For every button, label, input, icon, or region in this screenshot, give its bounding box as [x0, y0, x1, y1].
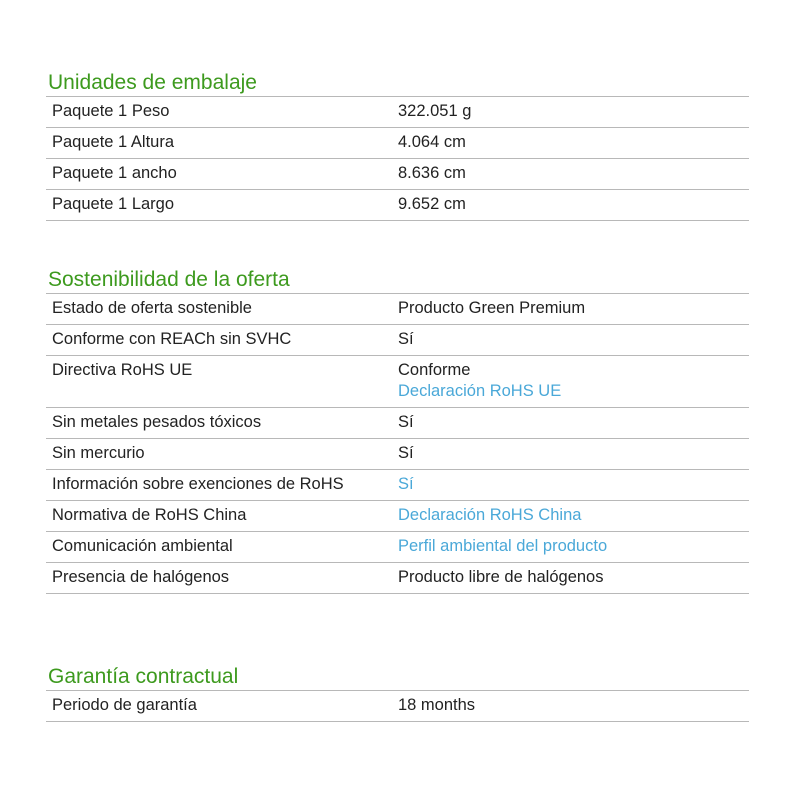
row-value — [392, 563, 749, 593]
rohs-china-declaration-link[interactable]: Declaración RoHS China — [398, 506, 582, 524]
row-label: Sin metales pesados tóxicos — [52, 413, 262, 431]
section-sustainability — [46, 267, 749, 594]
row-value-text: Sí — [398, 330, 414, 348]
row-label: Paquete 1 Peso — [52, 102, 170, 120]
section-packaging — [46, 70, 749, 221]
table-row — [46, 439, 749, 470]
table-row — [46, 408, 749, 439]
row-value — [392, 97, 749, 127]
table-row — [46, 325, 749, 356]
rohs-eu-declaration-link[interactable]: Declaración RoHS UE — [398, 382, 562, 400]
row-label: Directiva RoHS UE — [52, 361, 193, 379]
table-row — [46, 159, 749, 190]
row-value — [392, 439, 749, 469]
row-value — [392, 190, 749, 220]
row-value — [392, 128, 749, 158]
section-title-packaging: Unidades de embalaje — [46, 70, 749, 97]
table-row — [46, 294, 749, 325]
table-row — [46, 128, 749, 159]
table-row — [46, 356, 749, 408]
row-value-text: Sí — [398, 413, 414, 431]
row-label: Comunicación ambiental — [52, 537, 233, 555]
row-value — [392, 294, 749, 324]
table-row — [46, 563, 749, 594]
section-title-sustainability: Sostenibilidad de la oferta — [46, 267, 749, 294]
row-label: Conforme con REACh sin SVHC — [52, 330, 292, 348]
row-value-text: 8.636 cm — [398, 164, 466, 182]
row-value — [392, 501, 749, 531]
row-value — [392, 532, 749, 562]
table-row — [46, 190, 749, 221]
row-value-text: 322.051 g — [398, 102, 472, 120]
row-value — [392, 159, 749, 189]
row-value-text: 9.652 cm — [398, 195, 466, 213]
row-value-text: Sí — [398, 444, 414, 462]
table-row — [46, 470, 749, 501]
environmental-profile-link[interactable]: Perfil ambiental del producto — [398, 537, 608, 555]
row-value — [392, 408, 749, 438]
section-title-warranty: Garantía contractual — [46, 664, 749, 691]
table-row — [46, 691, 749, 722]
row-value-text: 4.064 cm — [398, 133, 466, 151]
row-label: Información sobre exenciones de RoHS — [52, 475, 344, 493]
row-value — [392, 356, 749, 407]
row-value-text: Producto libre de halógenos — [398, 568, 604, 586]
table-row — [46, 97, 749, 128]
row-label: Paquete 1 ancho — [52, 164, 177, 182]
row-label: Paquete 1 Largo — [52, 195, 175, 213]
row-value — [392, 691, 749, 721]
row-value-text: Producto Green Premium — [398, 299, 586, 317]
row-value — [392, 325, 749, 355]
row-value-text: Conforme — [398, 361, 471, 379]
rohs-exemptions-link[interactable]: Sí — [398, 475, 414, 493]
row-label: Sin mercurio — [52, 444, 145, 462]
row-label: Periodo de garantía — [52, 696, 197, 714]
table-row — [46, 501, 749, 532]
row-label: Normativa de RoHS China — [52, 506, 247, 524]
table-row — [46, 532, 749, 563]
row-label: Estado de oferta sostenible — [52, 299, 252, 317]
row-value-text: 18 months — [398, 696, 476, 714]
row-value — [392, 470, 749, 500]
row-label: Paquete 1 Altura — [52, 133, 175, 151]
row-label: Presencia de halógenos — [52, 568, 230, 586]
section-warranty — [46, 664, 749, 722]
